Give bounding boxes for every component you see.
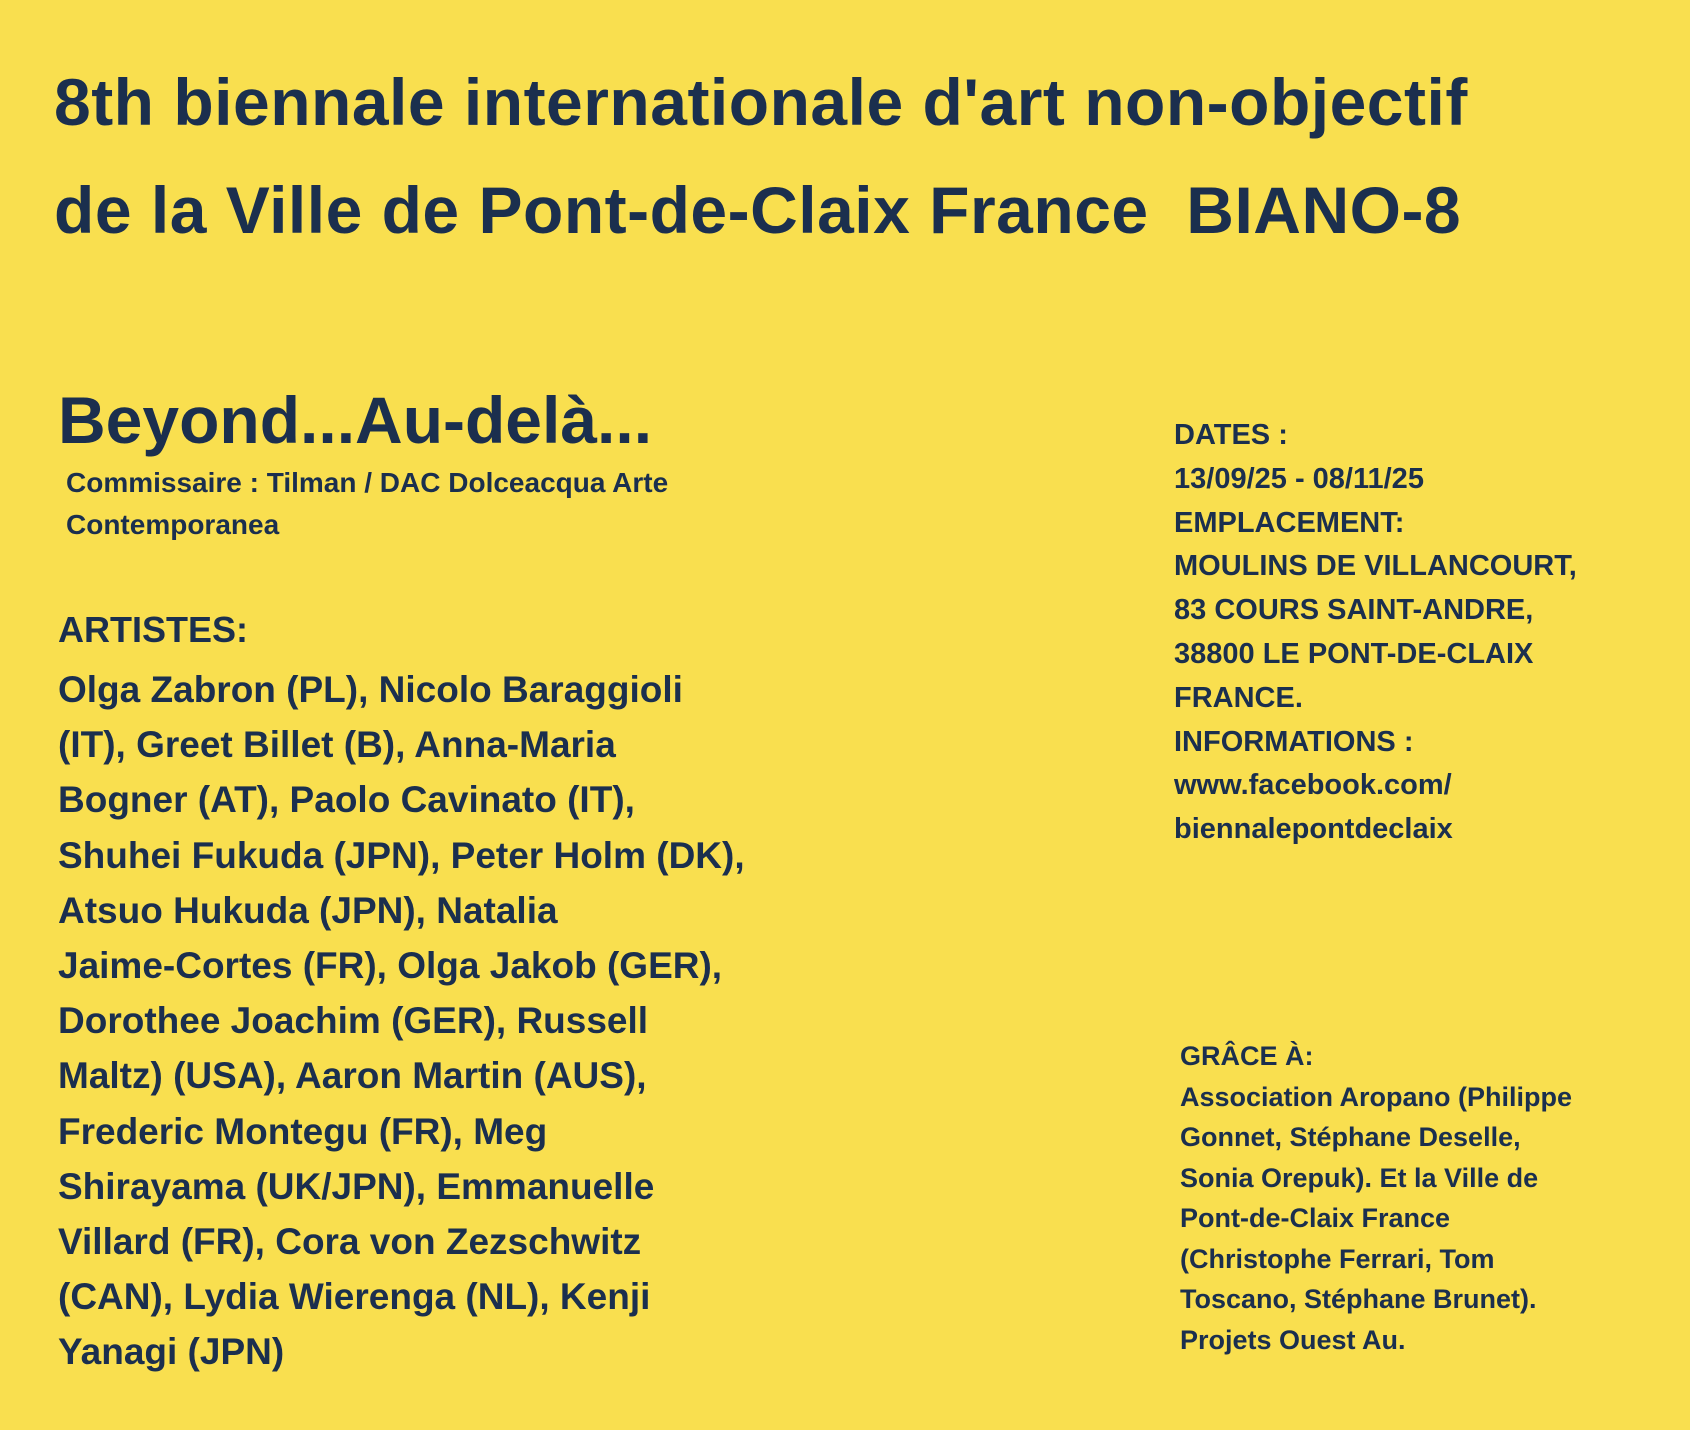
curator-credit: Commissaire : Tilman / DAC Dolceacqua Arte Contemporanea [66, 467, 669, 540]
location-label: EMPLACEMENT: [1174, 506, 1405, 539]
location-line: MOULINS DE VILLANCOURT, [1174, 550, 1577, 583]
thanks-line: Projets Ouest Au. [1180, 1324, 1406, 1355]
facebook-url-line: biennalepontdeclaix [1174, 813, 1453, 846]
artists-list [58, 662, 858, 1380]
title-line-2: de la Ville de Pont-de-Claix France BIANO-8 [54, 173, 1462, 247]
location-line: FRANCE. [1174, 681, 1303, 714]
artists-line: (CAN), Lydia Wierenga (NL), Kenji [58, 1276, 651, 1318]
artists-line: (IT), Greet Billet (B), Anna-Maria [58, 724, 616, 766]
event-info [1174, 414, 1664, 852]
dates-value: 13/09/25 - 08/11/25 [1174, 462, 1424, 495]
acknowledgements [1180, 1036, 1660, 1360]
artists-line: Dorothee Joachim (GER), Russell [58, 1000, 649, 1042]
location-line: 38800 LE PONT-DE-CLAIX [1174, 637, 1534, 670]
thanks-line: Gonnet, Stéphane Deselle, [1180, 1122, 1521, 1152]
informations-label: INFORMATIONS : [1174, 725, 1414, 758]
artists-line: Villard (FR), Cora von Zezschwitz [58, 1221, 642, 1263]
artists-line: Olga Zabron (PL), Nicolo Baraggioli [58, 669, 683, 710]
exhibition-subtitle: Beyond...Au-delà... [58, 383, 653, 457]
artists-line: Jaime-Cortes (FR), Olga Jakob (GER), [58, 945, 723, 987]
thanks-line: Toscano, Stéphane Brunet). [1180, 1284, 1537, 1314]
artists-line: Frederic Montegu (FR), Meg [58, 1110, 548, 1152]
artists-heading: ARTISTES: [58, 609, 249, 650]
title-line-1: 8th biennale internationale d'art non-objectif [54, 65, 1468, 139]
location-line: 83 COURS SAINT-ANDRE, [1174, 594, 1534, 627]
thanks-line: (Christophe Ferrari, Tom [1180, 1243, 1495, 1274]
poster-title [54, 48, 1654, 264]
thanks-line: Pont-de-Claix France [1180, 1203, 1451, 1233]
dates-label: DATES : [1174, 419, 1288, 451]
artists-line: Bogner (AT), Paolo Cavinato (IT), [58, 779, 635, 821]
artists-line: Atsuo Hukuda (JPN), Natalia [58, 889, 558, 931]
thanks-line: Association Aropano (Philippe [1180, 1081, 1573, 1112]
thanks-heading: GRÂCE À: [1180, 1041, 1314, 1071]
artists-line: Yanagi (JPN) [58, 1331, 285, 1373]
artists-line: Maltz) (USA), Aaron Martin (AUS), [58, 1055, 647, 1097]
thanks-line: Sonia Orepuk). Et la Ville de [1180, 1162, 1539, 1193]
artists-line: Shuhei Fukuda (JPN), Peter Holm (DK), [58, 834, 745, 876]
facebook-url-line: www.facebook.com/ [1174, 769, 1452, 802]
artists-line: Shirayama (UK/JPN), Emmanuelle [58, 1165, 655, 1207]
